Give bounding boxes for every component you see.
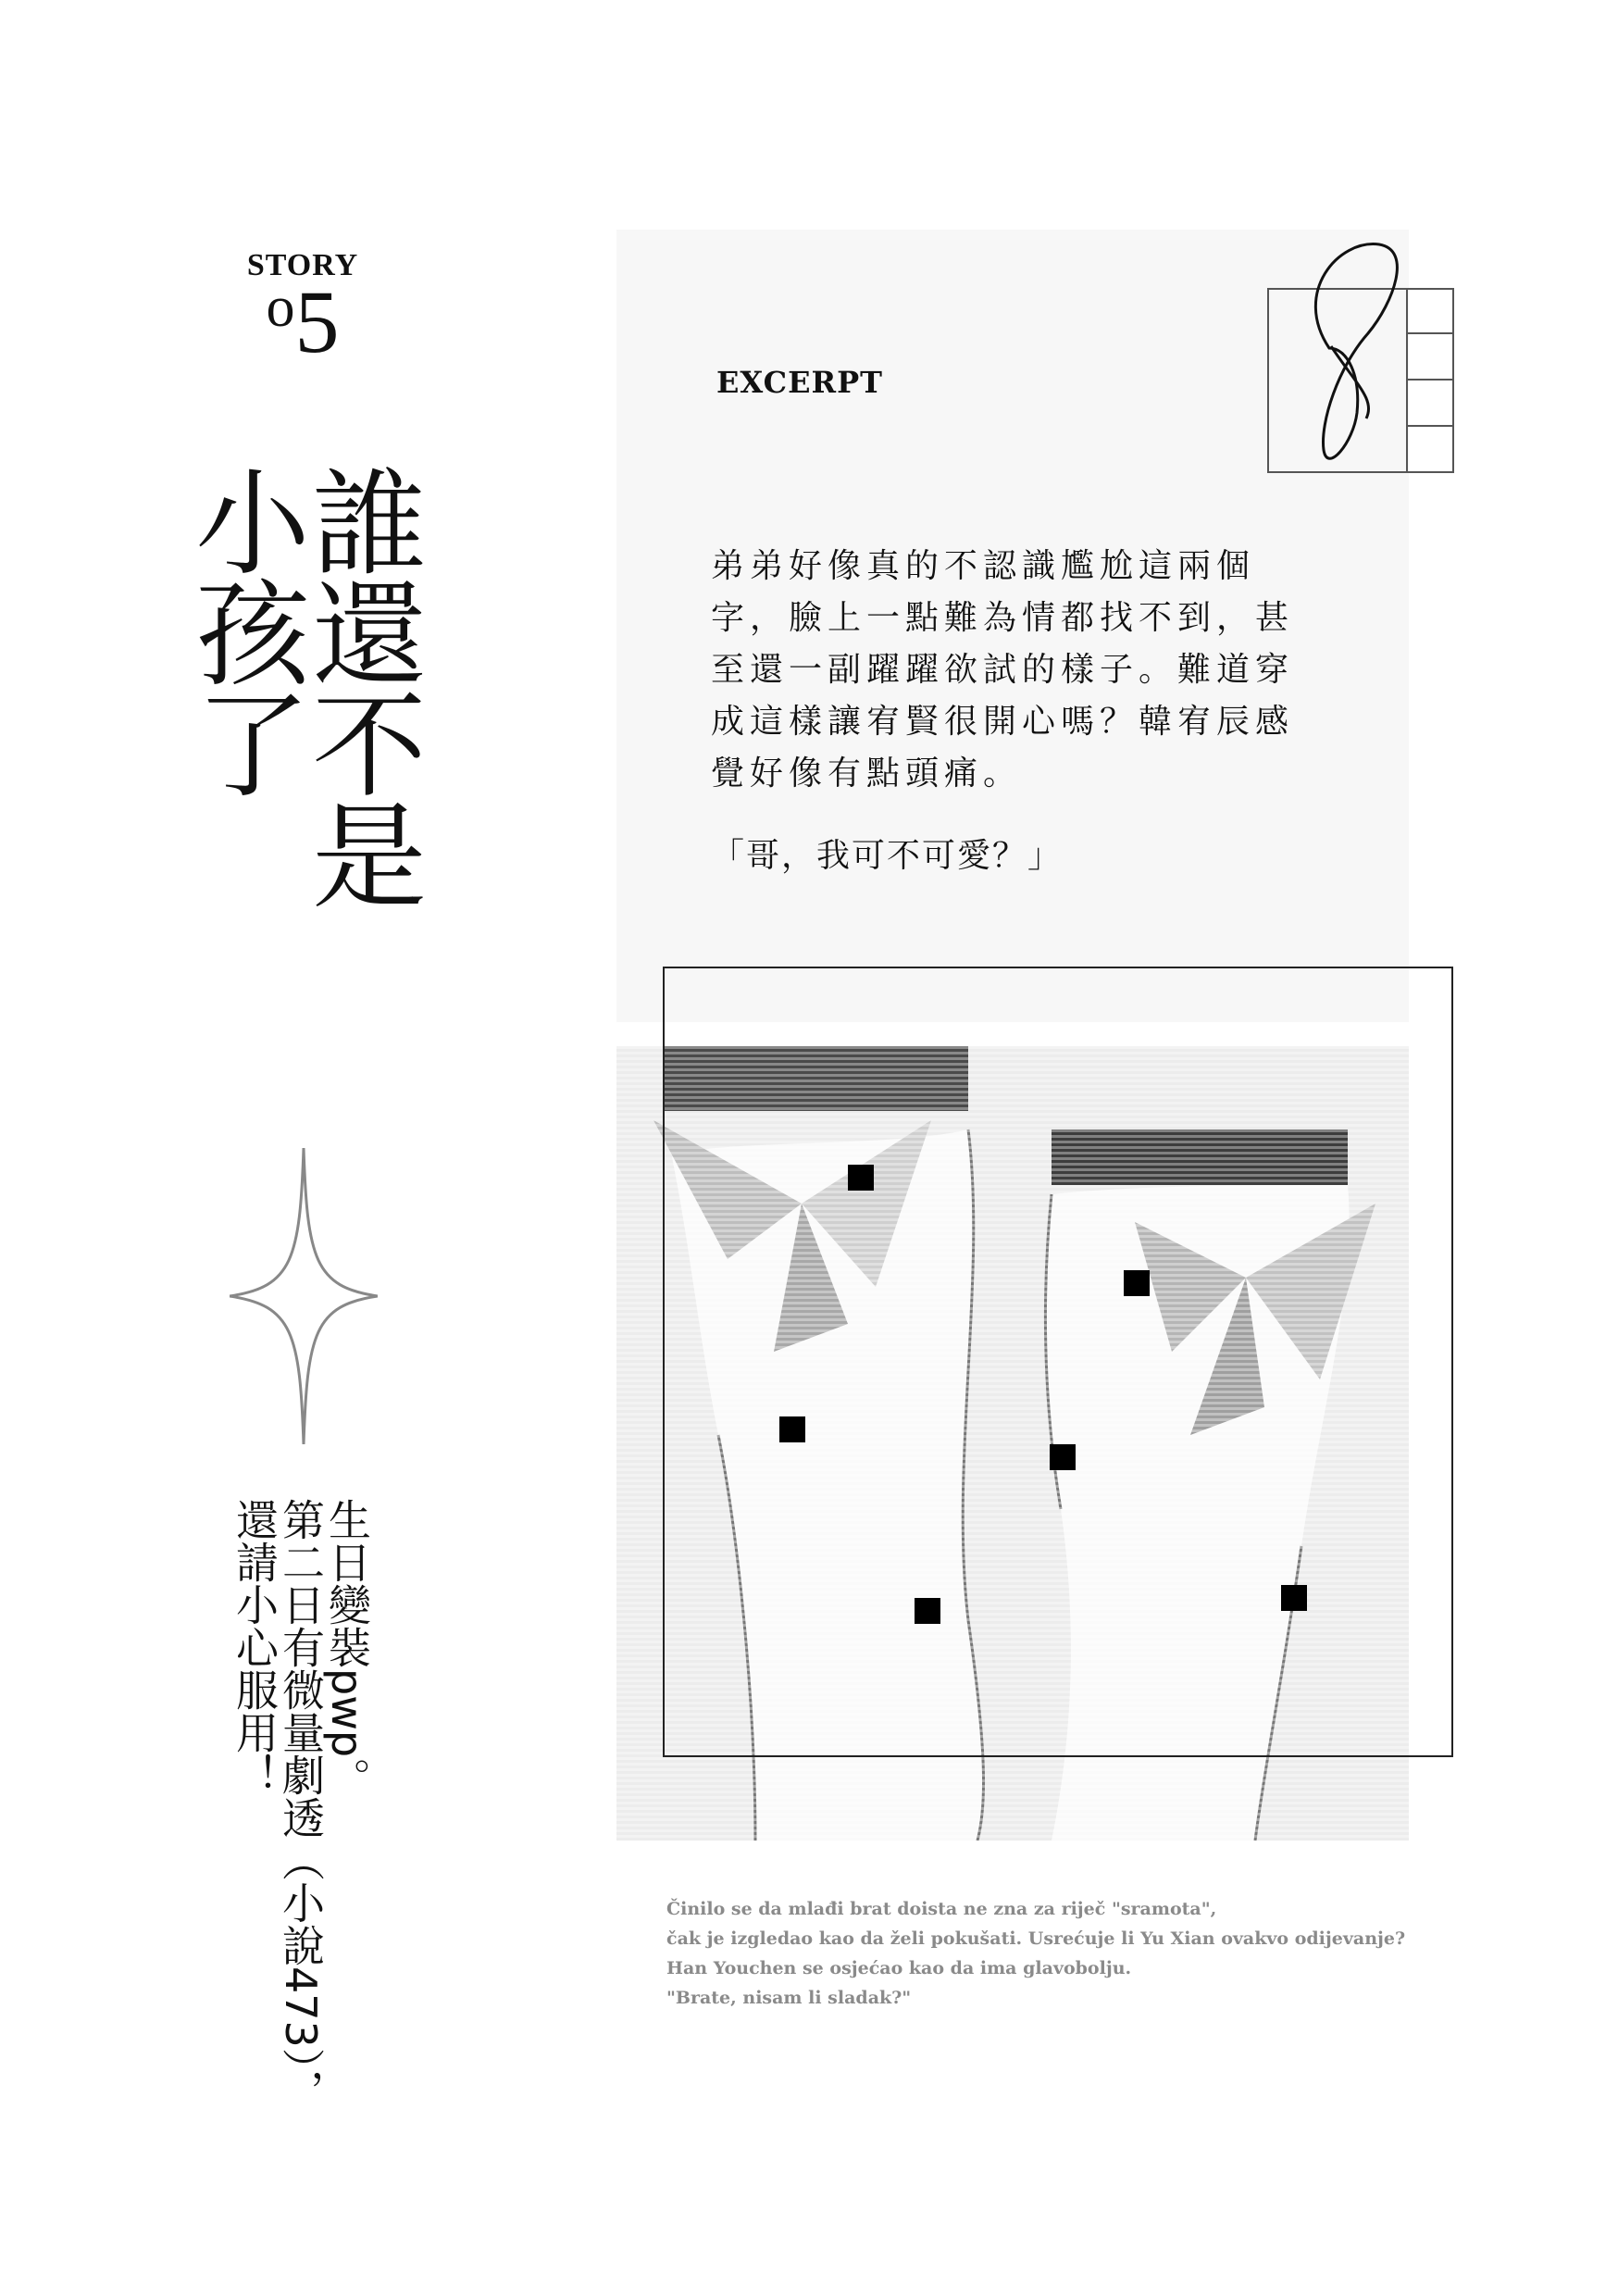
translation-line: Han Youchen se osjećao kao da ima glavobolju.	[666, 1958, 1132, 1978]
excerpt-line: 成這樣讓宥賢很開心嗎？韓宥辰感	[711, 703, 1295, 741]
story-number-digit: 5	[294, 272, 340, 371]
decor-square	[1050, 1444, 1076, 1470]
photo-frame	[663, 967, 1453, 1757]
note-column-3: 還請小心服用！	[230, 1498, 280, 1796]
note-column-2: 第二日有微量劇透（小說473），	[276, 1498, 326, 2112]
excerpt-line: 字，臉上一點難為情都找不到，甚	[711, 599, 1295, 637]
note-column-1: 生日變裝pwp。	[322, 1498, 372, 1801]
excerpt-line: 弟弟好像真的不認識尷尬這兩個	[711, 547, 1256, 585]
story-number	[243, 272, 363, 371]
signature-logo-icon	[1264, 237, 1457, 476]
translation-text	[666, 1894, 1405, 2013]
decor-square	[915, 1598, 940, 1624]
decor-square	[1124, 1270, 1150, 1296]
decor-square	[848, 1165, 874, 1191]
decor-square	[779, 1416, 805, 1442]
decor-square	[1281, 1585, 1307, 1611]
story-label: STORY	[246, 248, 359, 282]
excerpt-quote: 「哥，我可不可愛？」	[711, 837, 1064, 875]
story-number-zero: o	[266, 276, 295, 339]
title-column-1: 誰還不是	[292, 463, 426, 907]
excerpt-heading: EXCERPT	[716, 365, 883, 400]
title-column-2: 小孩了	[176, 463, 309, 796]
excerpt-paragraph	[711, 541, 1303, 800]
excerpt-line: 覺好像有點頭痛。	[711, 755, 1023, 792]
translation-line: Činilo se da mlađi brat doista ne zna za riječ "sramota",	[666, 1899, 1217, 1919]
four-point-star-icon	[230, 1148, 378, 1444]
excerpt-line: 至還一副躍躍欲試的樣子。難道穿	[711, 651, 1295, 689]
translation-line: čak je izgledao kao da želi pokušati. Usrećuje li Yu Xian ovakvo odijevanje?	[666, 1928, 1406, 1949]
translation-line: "Brate, nisam li sladak?"	[666, 1988, 912, 2008]
